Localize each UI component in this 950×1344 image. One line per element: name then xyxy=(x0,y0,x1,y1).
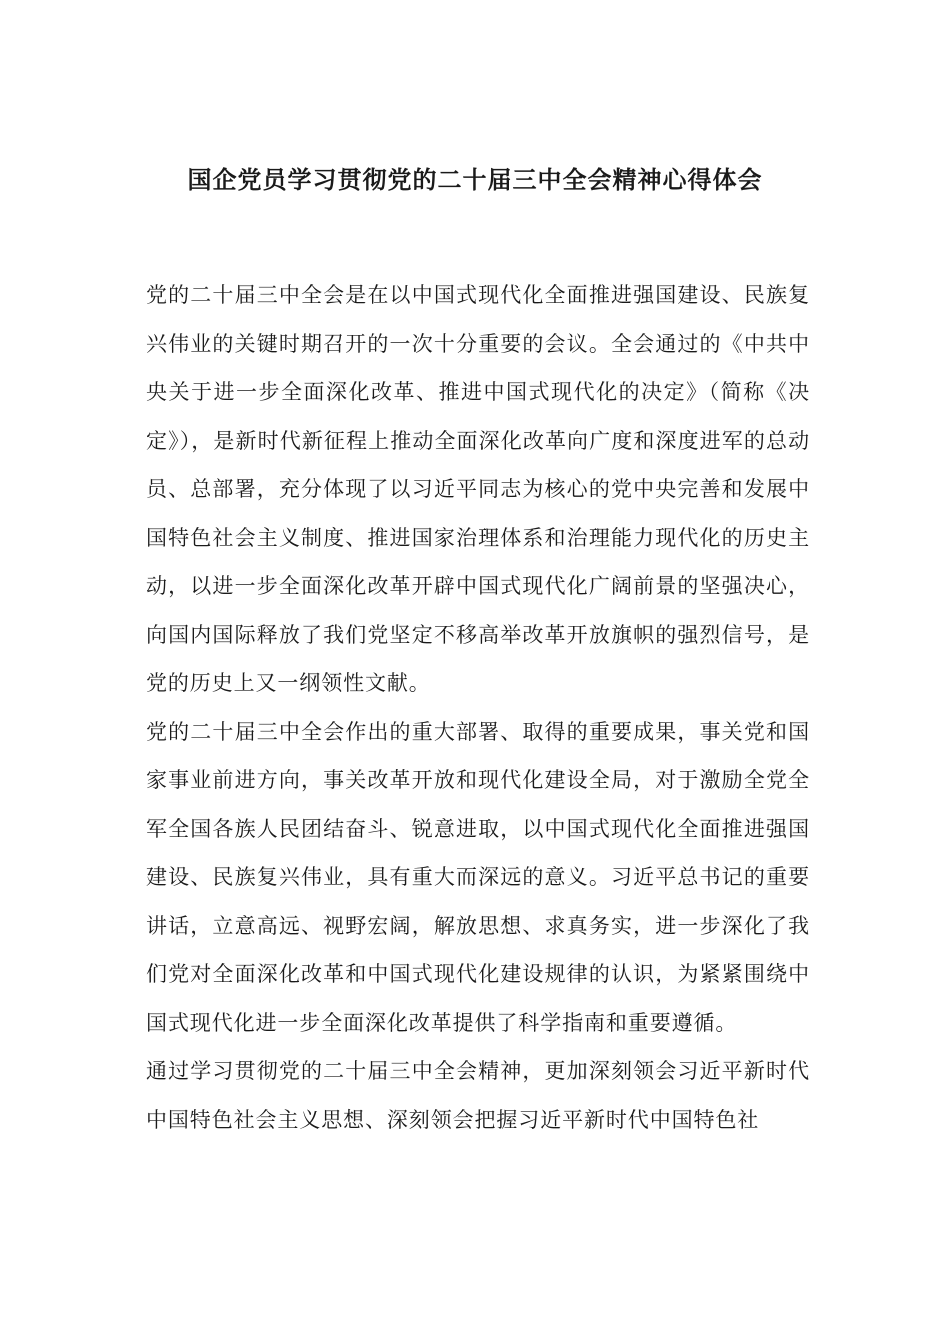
paragraph-3: 通过学习贯彻党的二十届三中全会精神，更加深刻领会习近平新时代中国特色社会主义思想、深刻领会把握习近平新时代中国特色社 xyxy=(146,1059,810,1132)
document-body xyxy=(146,271,810,1144)
paragraph-2: 党的二十届三中全会作出的重大部署、取得的重要成果，事关党和国家事业前进方向，事关改革开放和现代化建设全局，对于激励全党全军全国各族人民团结奋斗、锐意进取，以中国式现代化全面推进强国建设、民族复兴伟业，具有重大而深远的意义。习近平总书记的重要讲话，立意高远、视野宏阔，解放思想、求真务实，进一步深化了我们党对全面深化改革和中国式现代化建设规律的认识，为紧紧围绕中国式现代化进一步全面深化改革提供了科学指南和重要遵循。 xyxy=(146,719,810,1035)
document-title: 国企党员学习贯彻党的二十届三中全会精神心得体会 xyxy=(187,165,763,194)
paragraph-1: 党的二十届三中全会是在以中国式现代化全面推进强国建设、民族复兴伟业的关键时期召开的一次十分重要的会议。全会通过的《中共中央关于进一步全面深化改革、推进中国式现代化的决定》（简称《决定》），是新时代新征程上推动全面深化改革向广度和深度进军的总动员、总部署，充分体现了以习近平同志为核心的党中央完善和发展中国特色社会主义制度、推进国家治理体系和治理能力现代化的历史主动，以进一步全面深化改革开辟中国式现代化广阔前景的坚强决心，向国内国际释放了我们党坚定不移高举改革开放旗帜的强烈信号，是党的历史上又一纲领性文献。 xyxy=(146,283,810,695)
